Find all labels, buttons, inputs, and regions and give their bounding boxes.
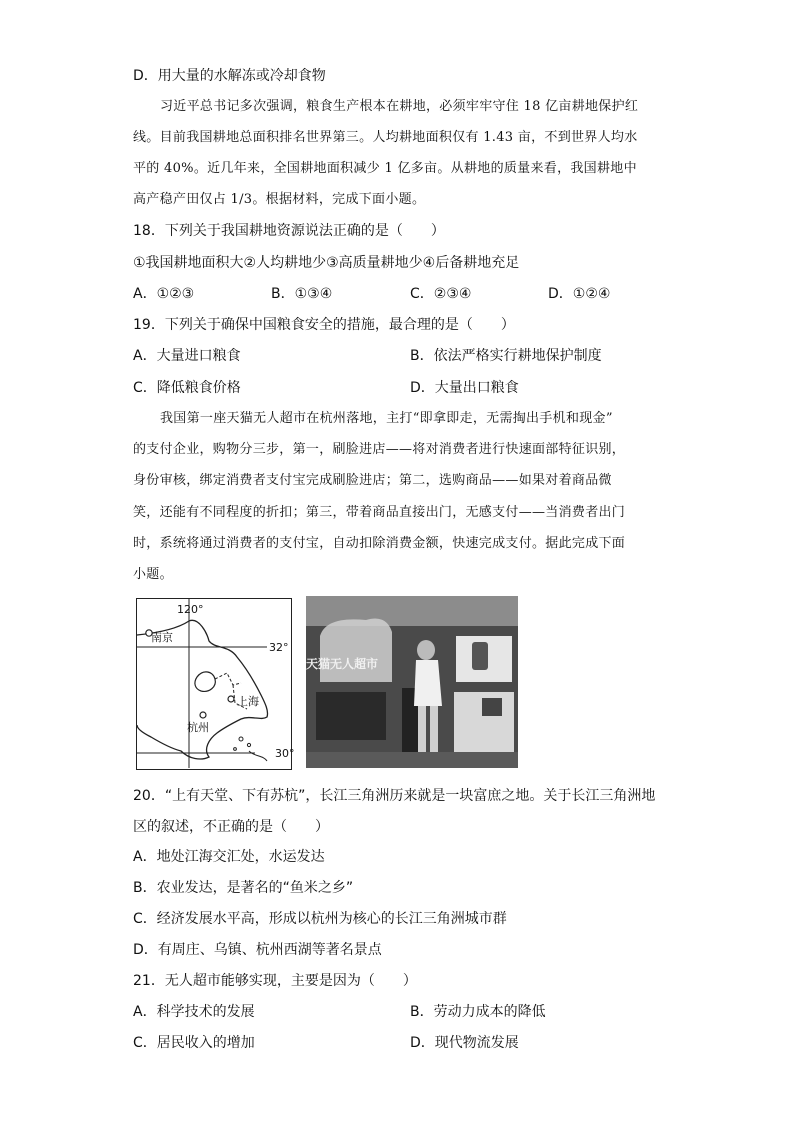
taihu-lake xyxy=(195,672,215,691)
q21-stem: 21．无人超市能够实现，主要是因为（ ） xyxy=(133,973,417,989)
q18-option-a[interactable]: A．①②③ xyxy=(133,286,195,302)
kiosk-window xyxy=(482,698,502,716)
q21-option-c[interactable]: C．居民收入的增加 xyxy=(133,1035,255,1051)
shopper-body xyxy=(414,660,442,706)
passage2-line-1: 我国第一座天猫无人超市在杭州落地，主打“即拿即走，无需掏出手机和现金” xyxy=(160,411,613,426)
map-label-32: 32° xyxy=(269,641,289,654)
phone-icon xyxy=(472,642,488,670)
shanghai-marker xyxy=(228,696,234,702)
q19-option-a[interactable]: A．大量进口粮食 xyxy=(133,348,241,364)
passage1-line-2: 线。目前我国耕地总面积排名世界第三。人均耕地面积仅有 1.43 亩，不到世界人均水 xyxy=(133,130,638,145)
passage2-line-4: 笑，还能有不同程度的折扣；第三，带着商品直接出门，无感支付——当消费者出门 xyxy=(133,505,626,520)
q21-option-b[interactable]: B．劳动力成本的降低 xyxy=(410,1004,546,1020)
q20-option-b[interactable]: B．农业发达，是著名的“鱼米之乡” xyxy=(133,880,354,896)
island-3 xyxy=(234,748,237,751)
q20-stem-line-1: 20．“上有天堂、下有苏杭”，长江三角洲历来就是一块富庶之地。关于长江三角洲地 xyxy=(133,788,656,804)
yangtze-delta-map xyxy=(136,598,295,770)
photo-svg xyxy=(306,596,518,768)
island-2 xyxy=(247,743,250,746)
passage2-line-6: 小题。 xyxy=(133,567,173,582)
map-label-120: 120° xyxy=(177,603,204,616)
map-svg xyxy=(137,599,295,768)
shopper-leg-left xyxy=(418,706,426,752)
q20-option-c[interactable]: C．经济发展水平高，形成以杭州为核心的长江三角洲城市群 xyxy=(133,911,507,927)
q18-statements: ①我国耕地面积大②人均耕地少③高质量耕地少④后备耕地充足 xyxy=(133,255,520,271)
q19-option-d[interactable]: D．大量出口粮食 xyxy=(410,380,519,396)
passage1-line-1: 习近平总书记多次强调，粮食生产根本在耕地，必须牢牢守住 18 亿亩耕地保护红 xyxy=(160,99,639,114)
q20-option-d[interactable]: D．有周庄、乌镇、杭州西湖等著名景点 xyxy=(133,942,382,958)
q20-stem-line-2: 区的叙述，不正确的是（ ） xyxy=(133,819,329,835)
shopper-head xyxy=(417,640,435,660)
map-city-hangzhou: 杭州 xyxy=(187,721,209,734)
q20-option-a[interactable]: A．地处江海交汇处，水运发达 xyxy=(133,849,325,865)
shopper-leg-right xyxy=(430,706,438,752)
q19-option-b[interactable]: B．依法严格实行耕地保护制度 xyxy=(410,348,602,364)
gate-left xyxy=(316,692,386,740)
island-1 xyxy=(239,737,243,741)
q21-option-d[interactable]: D．现代物流发展 xyxy=(410,1035,519,1051)
passage1-line-3: 平的 40%。近几年来，全国耕地面积减少 1 亿多亩。从耕地的质量来看，我国耕地中 xyxy=(133,161,637,176)
map-city-shanghai: 上海 xyxy=(237,695,259,708)
floor xyxy=(306,752,518,768)
q18-stem: 18．下列关于我国耕地资源说法正确的是（ ） xyxy=(133,223,445,239)
map-city-nanjing: 南京 xyxy=(151,631,173,644)
unmanned-store-photo xyxy=(306,596,518,768)
map-label-30: 30° xyxy=(275,747,295,760)
passage2-line-2: 的支付企业，购物分三步，第一，刷脸进店——将对消费者进行快速面部特征识别， xyxy=(133,442,626,457)
q18-option-b[interactable]: B．①③④ xyxy=(271,286,333,302)
photo-sign-text: 天猫无人超市 xyxy=(306,657,379,671)
passage1-line-4: 高产稳产田仅占 1/3。根据材料，完成下面小题。 xyxy=(133,192,426,207)
hangzhou-marker xyxy=(200,712,206,718)
q19-option-c[interactable]: C．降低粮食价格 xyxy=(133,380,241,396)
q21-option-a[interactable]: A．科学技术的发展 xyxy=(133,1004,255,1020)
passage2-line-3: 身份审核，绑定消费者支付宝完成刷脸进店；第二，选购商品——如果对着商品微 xyxy=(133,473,612,488)
q17-option-d: D．用大量的水解冻或冷却食物 xyxy=(133,68,326,84)
q18-option-c[interactable]: C．②③④ xyxy=(410,286,472,302)
passage2-line-5: 时，系统将通过消费者的支付宝，自动扣除消费金额，快速完成支付。据此完成下面 xyxy=(133,536,626,551)
q18-option-d[interactable]: D．①②④ xyxy=(548,286,611,302)
q19-stem: 19．下列关于确保中国粮食安全的措施，最合理的是（ ） xyxy=(133,317,515,333)
zhoushan-coast xyxy=(249,751,267,761)
cat-sign xyxy=(320,619,392,683)
